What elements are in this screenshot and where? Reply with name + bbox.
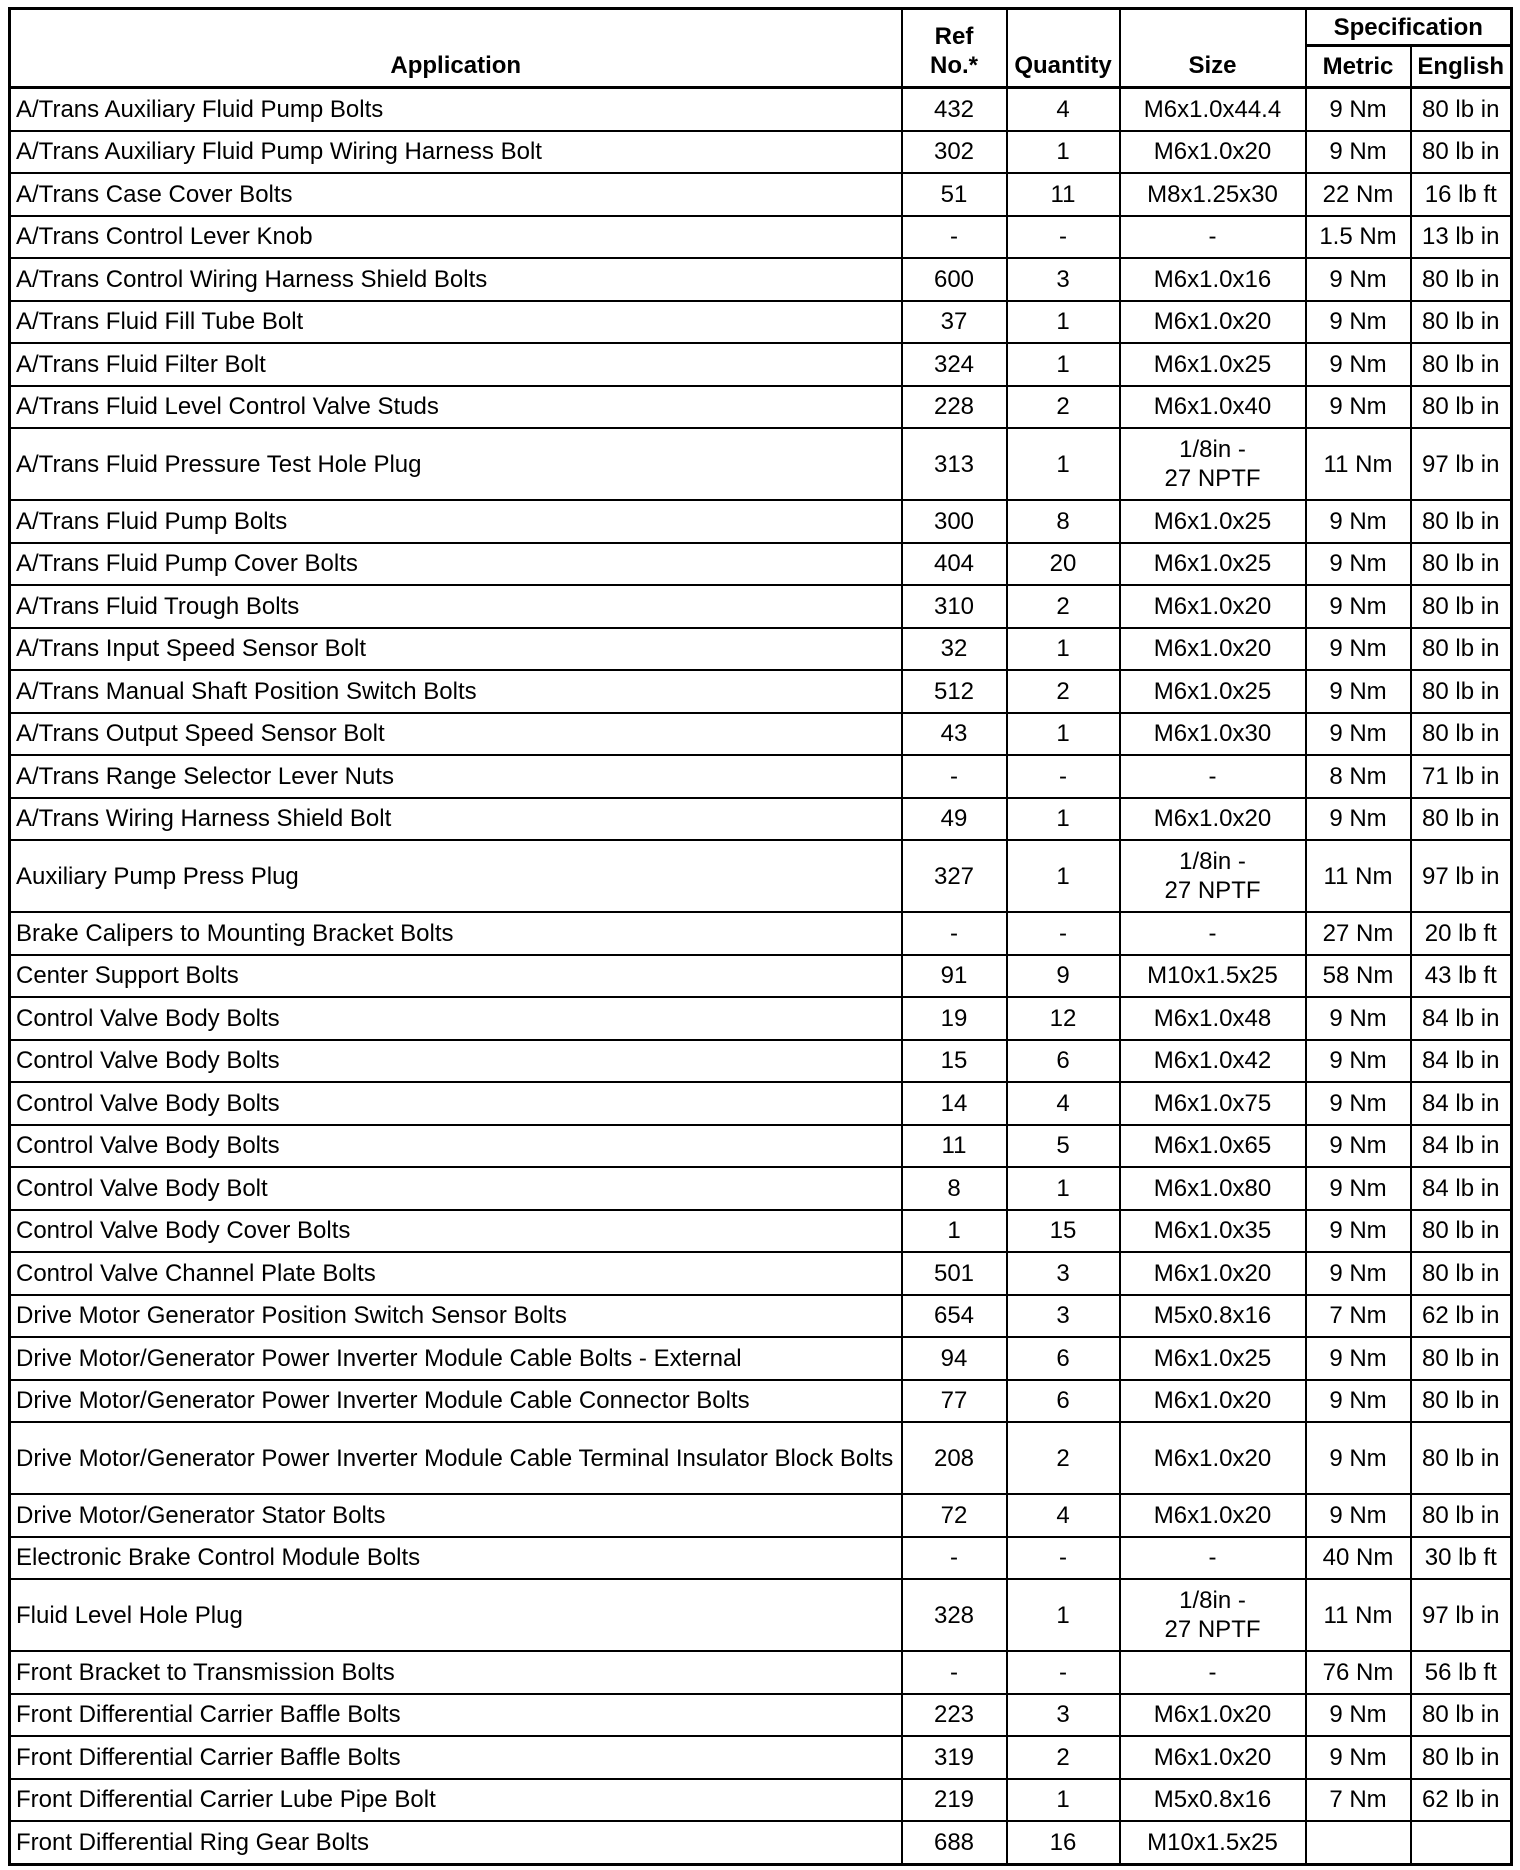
metric-torque-cell: 1.5 Nm xyxy=(1306,216,1411,259)
metric-torque-cell: 9 Nm xyxy=(1306,1167,1411,1210)
size-cell: M6x1.0x40 xyxy=(1120,386,1306,429)
table-row xyxy=(10,1167,1512,1210)
size-cell: M6x1.0x20 xyxy=(1120,1380,1306,1423)
size-line1: 1/8in - xyxy=(1179,848,1246,876)
english-torque-cell: 80 lb in xyxy=(1411,670,1512,713)
size-cell xyxy=(1120,428,1306,500)
application-header: Application xyxy=(10,9,902,88)
english-torque-cell: 80 lb in xyxy=(1411,1736,1512,1779)
ref-no-cell: 300 xyxy=(902,500,1007,543)
english-torque-cell: 80 lb in xyxy=(1411,543,1512,586)
metric-torque-cell: 9 Nm xyxy=(1306,997,1411,1040)
application-cell: Drive Motor/Generator Stator Bolts xyxy=(10,1494,902,1537)
english-torque-cell: 20 lb ft xyxy=(1411,912,1512,955)
quantity-cell: 1 xyxy=(1007,301,1120,344)
english-torque-cell: 80 lb in xyxy=(1411,343,1512,386)
size-cell: M10x1.5x25 xyxy=(1120,955,1306,998)
metric-torque-cell: 9 Nm xyxy=(1306,1380,1411,1423)
size-cell: M6x1.0x20 xyxy=(1120,798,1306,841)
english-torque-cell: 80 lb in xyxy=(1411,1380,1512,1423)
size-cell: M5x0.8x16 xyxy=(1120,1295,1306,1338)
metric-torque-cell: 9 Nm xyxy=(1306,1736,1411,1779)
size-cell: - xyxy=(1120,912,1306,955)
quantity-cell: 16 xyxy=(1007,1821,1120,1864)
application-cell: A/Trans Auxiliary Fluid Pump Bolts xyxy=(10,88,902,131)
table-row xyxy=(10,1694,1512,1737)
metric-torque-cell xyxy=(1306,1821,1411,1864)
quantity-cell: 1 xyxy=(1007,713,1120,756)
table-row xyxy=(10,1579,1512,1651)
quantity-cell: 1 xyxy=(1007,343,1120,386)
specification-header: Specification xyxy=(1306,9,1512,46)
metric-torque-cell: 9 Nm xyxy=(1306,1252,1411,1295)
application-cell: A/Trans Fluid Pressure Test Hole Plug xyxy=(10,428,902,500)
ref-no-cell: 310 xyxy=(902,585,1007,628)
english-torque-cell: 30 lb ft xyxy=(1411,1537,1512,1580)
table-row xyxy=(10,1082,1512,1125)
size-cell: M6x1.0x25 xyxy=(1120,343,1306,386)
table-row xyxy=(10,1380,1512,1423)
english-torque-cell: 80 lb in xyxy=(1411,1494,1512,1537)
english-torque-cell: 62 lb in xyxy=(1411,1295,1512,1338)
quantity-cell: 4 xyxy=(1007,1494,1120,1537)
metric-torque-cell: 9 Nm xyxy=(1306,713,1411,756)
application-cell: Front Differential Carrier Baffle Bolts xyxy=(10,1694,902,1737)
table-row xyxy=(10,997,1512,1040)
ref-no-cell: 15 xyxy=(902,1040,1007,1083)
ref-no-cell: 654 xyxy=(902,1295,1007,1338)
metric-torque-cell: 9 Nm xyxy=(1306,1337,1411,1380)
table-row xyxy=(10,1422,1512,1494)
quantity-cell: 2 xyxy=(1007,585,1120,628)
size-cell: M6x1.0x42 xyxy=(1120,1040,1306,1083)
quantity-cell: 3 xyxy=(1007,1694,1120,1737)
quantity-cell: 2 xyxy=(1007,386,1120,429)
quantity-cell: 15 xyxy=(1007,1210,1120,1253)
table-row xyxy=(10,301,1512,344)
metric-torque-cell: 7 Nm xyxy=(1306,1295,1411,1338)
english-torque-cell: 80 lb in xyxy=(1411,1337,1512,1380)
table-row xyxy=(10,1736,1512,1779)
quantity-cell: 3 xyxy=(1007,258,1120,301)
ref-no-cell: 319 xyxy=(902,1736,1007,1779)
ref-no-cell: - xyxy=(902,755,1007,798)
ref-no-cell: 32 xyxy=(902,628,1007,671)
table-row xyxy=(10,840,1512,912)
application-cell: Drive Motor Generator Position Switch Sensor Bolts xyxy=(10,1295,902,1338)
ref-no-cell: 228 xyxy=(902,386,1007,429)
quantity-cell: 4 xyxy=(1007,88,1120,131)
metric-torque-cell: 9 Nm xyxy=(1306,628,1411,671)
ref-header-line2: No.* xyxy=(930,52,978,79)
size-cell xyxy=(1120,840,1306,912)
ref-no-cell: 302 xyxy=(902,131,1007,174)
table-row xyxy=(10,386,1512,429)
metric-torque-cell: 11 Nm xyxy=(1306,1579,1411,1651)
size-cell: M6x1.0x25 xyxy=(1120,500,1306,543)
size-header: Size xyxy=(1120,9,1306,88)
table-row xyxy=(10,955,1512,998)
application-cell: Electronic Brake Control Module Bolts xyxy=(10,1537,902,1580)
table-row xyxy=(10,1494,1512,1537)
size-cell: M6x1.0x20 xyxy=(1120,1494,1306,1537)
size-cell: M6x1.0x48 xyxy=(1120,997,1306,1040)
english-header: English xyxy=(1411,46,1512,88)
ref-no-cell: - xyxy=(902,912,1007,955)
quantity-cell: 1 xyxy=(1007,628,1120,671)
table-row xyxy=(10,1651,1512,1694)
application-cell: A/Trans Control Wiring Harness Shield Bolts xyxy=(10,258,902,301)
application-cell: Front Differential Carrier Lube Pipe Bolt xyxy=(10,1779,902,1822)
size-cell: M6x1.0x16 xyxy=(1120,258,1306,301)
quantity-cell: 2 xyxy=(1007,670,1120,713)
ref-no-cell: 72 xyxy=(902,1494,1007,1537)
table-row xyxy=(10,628,1512,671)
ref-no-cell: 19 xyxy=(902,997,1007,1040)
quantity-cell: 5 xyxy=(1007,1125,1120,1168)
size-cell: - xyxy=(1120,1537,1306,1580)
size-cell: M6x1.0x80 xyxy=(1120,1167,1306,1210)
application-cell: Control Valve Body Bolts xyxy=(10,1125,902,1168)
ref-no-cell: 43 xyxy=(902,713,1007,756)
metric-torque-cell: 58 Nm xyxy=(1306,955,1411,998)
english-torque-cell: 97 lb in xyxy=(1411,428,1512,500)
size-cell: M6x1.0x30 xyxy=(1120,713,1306,756)
english-torque-cell: 80 lb in xyxy=(1411,585,1512,628)
size-cell: M6x1.0x35 xyxy=(1120,1210,1306,1253)
quantity-cell: - xyxy=(1007,1537,1120,1580)
table-row xyxy=(10,1537,1512,1580)
size-line2: 27 NPTF xyxy=(1164,877,1261,905)
quantity-cell: 20 xyxy=(1007,543,1120,586)
application-cell: A/Trans Fluid Trough Bolts xyxy=(10,585,902,628)
application-cell: Fluid Level Hole Plug xyxy=(10,1579,902,1651)
application-cell: Control Valve Body Bolt xyxy=(10,1167,902,1210)
table-row xyxy=(10,131,1512,174)
quantity-cell: 2 xyxy=(1007,1736,1120,1779)
metric-torque-cell: 9 Nm xyxy=(1306,1694,1411,1737)
ref-no-cell: 327 xyxy=(902,840,1007,912)
ref-no-cell: 51 xyxy=(902,173,1007,216)
table-row xyxy=(10,1821,1512,1864)
english-torque-cell: 71 lb in xyxy=(1411,755,1512,798)
application-cell: A/Trans Fluid Pump Cover Bolts xyxy=(10,543,902,586)
size-line1: 1/8in - xyxy=(1179,1587,1246,1615)
size-line2: 27 NPTF xyxy=(1164,465,1261,493)
quantity-cell: 3 xyxy=(1007,1295,1120,1338)
ref-no-cell: 512 xyxy=(902,670,1007,713)
application-cell: Center Support Bolts xyxy=(10,955,902,998)
ref-no-cell: 8 xyxy=(902,1167,1007,1210)
english-torque-cell: 84 lb in xyxy=(1411,1082,1512,1125)
metric-torque-cell: 27 Nm xyxy=(1306,912,1411,955)
ref-no-cell: 432 xyxy=(902,88,1007,131)
table-row xyxy=(10,670,1512,713)
quantity-cell: 6 xyxy=(1007,1380,1120,1423)
ref-no-cell: 77 xyxy=(902,1380,1007,1423)
quantity-cell: 1 xyxy=(1007,1579,1120,1651)
table-row xyxy=(10,713,1512,756)
application-cell: A/Trans Output Speed Sensor Bolt xyxy=(10,713,902,756)
english-torque-cell: 16 lb ft xyxy=(1411,173,1512,216)
size-cell: - xyxy=(1120,1651,1306,1694)
table-row xyxy=(10,755,1512,798)
quantity-cell: 1 xyxy=(1007,1779,1120,1822)
application-cell: Control Valve Channel Plate Bolts xyxy=(10,1252,902,1295)
size-line1: 1/8in - xyxy=(1179,436,1246,464)
fastener-spec-table xyxy=(8,7,1513,1866)
table-row xyxy=(10,216,1512,259)
metric-torque-cell: 9 Nm xyxy=(1306,670,1411,713)
table-row xyxy=(10,1252,1512,1295)
ref-no-cell: 313 xyxy=(902,428,1007,500)
metric-torque-cell: 11 Nm xyxy=(1306,840,1411,912)
application-cell: Auxiliary Pump Press Plug xyxy=(10,840,902,912)
metric-torque-cell: 7 Nm xyxy=(1306,1779,1411,1822)
metric-torque-cell: 9 Nm xyxy=(1306,131,1411,174)
quantity-cell: 1 xyxy=(1007,428,1120,500)
metric-torque-cell: 9 Nm xyxy=(1306,585,1411,628)
ref-no-cell: 37 xyxy=(902,301,1007,344)
table-row xyxy=(10,500,1512,543)
table-row xyxy=(10,258,1512,301)
quantity-cell: 1 xyxy=(1007,131,1120,174)
application-cell: Brake Calipers to Mounting Bracket Bolts xyxy=(10,912,902,955)
metric-torque-cell: 9 Nm xyxy=(1306,301,1411,344)
quantity-cell: - xyxy=(1007,216,1120,259)
table-row xyxy=(10,173,1512,216)
ref-no-cell: - xyxy=(902,1651,1007,1694)
size-cell: - xyxy=(1120,216,1306,259)
application-cell: A/Trans Range Selector Lever Nuts xyxy=(10,755,902,798)
english-torque-cell: 80 lb in xyxy=(1411,1210,1512,1253)
application-cell: Control Valve Body Bolts xyxy=(10,1082,902,1125)
ref-no-cell: 223 xyxy=(902,1694,1007,1737)
size-cell: M6x1.0x25 xyxy=(1120,670,1306,713)
quantity-cell: 1 xyxy=(1007,798,1120,841)
size-cell: M6x1.0x20 xyxy=(1120,1422,1306,1494)
quantity-cell: - xyxy=(1007,1651,1120,1694)
table-row xyxy=(10,543,1512,586)
size-cell: M6x1.0x25 xyxy=(1120,1337,1306,1380)
metric-torque-cell: 9 Nm xyxy=(1306,543,1411,586)
application-cell: A/Trans Control Lever Knob xyxy=(10,216,902,259)
ref-no-cell: - xyxy=(902,1537,1007,1580)
application-cell: Front Differential Carrier Baffle Bolts xyxy=(10,1736,902,1779)
english-torque-cell: 97 lb in xyxy=(1411,1579,1512,1651)
application-cell: Control Valve Body Bolts xyxy=(10,997,902,1040)
metric-torque-cell: 22 Nm xyxy=(1306,173,1411,216)
size-cell: M6x1.0x65 xyxy=(1120,1125,1306,1168)
size-cell xyxy=(1120,1579,1306,1651)
ref-no-header xyxy=(902,9,1007,88)
application-cell: Control Valve Body Cover Bolts xyxy=(10,1210,902,1253)
application-cell: A/Trans Fluid Filter Bolt xyxy=(10,343,902,386)
application-cell: A/Trans Wiring Harness Shield Bolt xyxy=(10,798,902,841)
english-torque-cell: 80 lb in xyxy=(1411,1694,1512,1737)
metric-torque-cell: 8 Nm xyxy=(1306,755,1411,798)
size-cell: M6x1.0x44.4 xyxy=(1120,88,1306,131)
metric-torque-cell: 9 Nm xyxy=(1306,258,1411,301)
table-row xyxy=(10,798,1512,841)
metric-torque-cell: 76 Nm xyxy=(1306,1651,1411,1694)
metric-torque-cell: 9 Nm xyxy=(1306,88,1411,131)
quantity-cell: 6 xyxy=(1007,1040,1120,1083)
english-torque-cell: 80 lb in xyxy=(1411,1422,1512,1494)
application-cell: Control Valve Body Bolts xyxy=(10,1040,902,1083)
ref-no-cell: 1 xyxy=(902,1210,1007,1253)
metric-torque-cell: 40 Nm xyxy=(1306,1537,1411,1580)
ref-no-cell: - xyxy=(902,216,1007,259)
application-cell: Drive Motor/Generator Power Inverter Module Cable Bolts - External xyxy=(10,1337,902,1380)
ref-no-cell: 91 xyxy=(902,955,1007,998)
application-cell: A/Trans Fluid Pump Bolts xyxy=(10,500,902,543)
size-cell: M6x1.0x20 xyxy=(1120,628,1306,671)
quantity-cell: 1 xyxy=(1007,1167,1120,1210)
metric-torque-cell: 11 Nm xyxy=(1306,428,1411,500)
size-cell: M6x1.0x20 xyxy=(1120,1252,1306,1295)
table-row xyxy=(10,88,1512,131)
quantity-cell: 2 xyxy=(1007,1422,1120,1494)
size-cell: M10x1.5x25 xyxy=(1120,1821,1306,1864)
ref-no-cell: 600 xyxy=(902,258,1007,301)
ref-no-cell: 328 xyxy=(902,1579,1007,1651)
metric-header: Metric xyxy=(1306,46,1411,88)
ref-no-cell: 11 xyxy=(902,1125,1007,1168)
quantity-cell: 4 xyxy=(1007,1082,1120,1125)
size-line2: 27 NPTF xyxy=(1164,1616,1261,1644)
ref-no-cell: 688 xyxy=(902,1821,1007,1864)
table-row xyxy=(10,1125,1512,1168)
size-cell: M6x1.0x75 xyxy=(1120,1082,1306,1125)
english-torque-cell: 84 lb in xyxy=(1411,1040,1512,1083)
table-row xyxy=(10,1040,1512,1083)
quantity-header: Quantity xyxy=(1007,9,1120,88)
ref-no-cell: 324 xyxy=(902,343,1007,386)
quantity-cell: 6 xyxy=(1007,1337,1120,1380)
english-torque-cell: 80 lb in xyxy=(1411,500,1512,543)
english-torque-cell: 84 lb in xyxy=(1411,1167,1512,1210)
application-cell: Drive Motor/Generator Power Inverter Module Cable Terminal Insulator Block Bolts xyxy=(10,1422,902,1494)
english-torque-cell: 80 lb in xyxy=(1411,628,1512,671)
english-torque-cell: 80 lb in xyxy=(1411,1252,1512,1295)
quantity-cell: 12 xyxy=(1007,997,1120,1040)
size-cell: M5x0.8x16 xyxy=(1120,1779,1306,1822)
ref-header-line1: Ref xyxy=(934,23,974,50)
application-cell: Front Bracket to Transmission Bolts xyxy=(10,1651,902,1694)
application-cell: A/Trans Fluid Fill Tube Bolt xyxy=(10,301,902,344)
quantity-cell: 3 xyxy=(1007,1252,1120,1295)
metric-torque-cell: 9 Nm xyxy=(1306,386,1411,429)
metric-torque-cell: 9 Nm xyxy=(1306,343,1411,386)
metric-torque-cell: 9 Nm xyxy=(1306,1082,1411,1125)
table-row xyxy=(10,428,1512,500)
size-cell: M6x1.0x20 xyxy=(1120,131,1306,174)
table-body xyxy=(10,88,1512,1865)
english-torque-cell: 80 lb in xyxy=(1411,713,1512,756)
application-cell: Drive Motor/Generator Power Inverter Module Cable Connector Bolts xyxy=(10,1380,902,1423)
size-cell: M8x1.25x30 xyxy=(1120,173,1306,216)
metric-torque-cell: 9 Nm xyxy=(1306,1422,1411,1494)
english-torque-cell: 80 lb in xyxy=(1411,131,1512,174)
english-torque-cell: 80 lb in xyxy=(1411,798,1512,841)
english-torque-cell: 13 lb in xyxy=(1411,216,1512,259)
english-torque-cell: 80 lb in xyxy=(1411,386,1512,429)
application-cell: A/Trans Case Cover Bolts xyxy=(10,173,902,216)
english-torque-cell xyxy=(1411,1821,1512,1864)
metric-torque-cell: 9 Nm xyxy=(1306,1210,1411,1253)
size-cell: M6x1.0x20 xyxy=(1120,1694,1306,1737)
metric-torque-cell: 9 Nm xyxy=(1306,1125,1411,1168)
table-row xyxy=(10,912,1512,955)
english-torque-cell: 43 lb ft xyxy=(1411,955,1512,998)
english-torque-cell: 97 lb in xyxy=(1411,840,1512,912)
application-cell: A/Trans Fluid Level Control Valve Studs xyxy=(10,386,902,429)
ref-no-cell: 219 xyxy=(902,1779,1007,1822)
table-row xyxy=(10,343,1512,386)
ref-no-cell: 208 xyxy=(902,1422,1007,1494)
metric-torque-cell: 9 Nm xyxy=(1306,500,1411,543)
ref-no-cell: 501 xyxy=(902,1252,1007,1295)
english-torque-cell: 80 lb in xyxy=(1411,301,1512,344)
table-row xyxy=(10,1779,1512,1822)
ref-no-cell: 14 xyxy=(902,1082,1007,1125)
quantity-cell: 8 xyxy=(1007,500,1120,543)
ref-no-cell: 49 xyxy=(902,798,1007,841)
english-torque-cell: 80 lb in xyxy=(1411,258,1512,301)
english-torque-cell: 84 lb in xyxy=(1411,1125,1512,1168)
quantity-cell: 9 xyxy=(1007,955,1120,998)
english-torque-cell: 84 lb in xyxy=(1411,997,1512,1040)
application-cell: Front Differential Ring Gear Bolts xyxy=(10,1821,902,1864)
quantity-cell: 11 xyxy=(1007,173,1120,216)
metric-torque-cell: 9 Nm xyxy=(1306,1040,1411,1083)
table-row xyxy=(10,585,1512,628)
ref-no-cell: 94 xyxy=(902,1337,1007,1380)
header-row xyxy=(10,9,1512,46)
application-cell: A/Trans Manual Shaft Position Switch Bolts xyxy=(10,670,902,713)
table-row xyxy=(10,1295,1512,1338)
size-cell: M6x1.0x25 xyxy=(1120,543,1306,586)
metric-torque-cell: 9 Nm xyxy=(1306,798,1411,841)
english-torque-cell: 62 lb in xyxy=(1411,1779,1512,1822)
quantity-cell: - xyxy=(1007,912,1120,955)
english-torque-cell: 56 lb ft xyxy=(1411,1651,1512,1694)
table-row xyxy=(10,1210,1512,1253)
size-cell: - xyxy=(1120,755,1306,798)
quantity-cell: 1 xyxy=(1007,840,1120,912)
metric-torque-cell: 9 Nm xyxy=(1306,1494,1411,1537)
ref-no-cell: 404 xyxy=(902,543,1007,586)
size-cell: M6x1.0x20 xyxy=(1120,301,1306,344)
quantity-cell: - xyxy=(1007,755,1120,798)
application-cell: A/Trans Input Speed Sensor Bolt xyxy=(10,628,902,671)
size-cell: M6x1.0x20 xyxy=(1120,1736,1306,1779)
english-torque-cell: 80 lb in xyxy=(1411,88,1512,131)
size-cell: M6x1.0x20 xyxy=(1120,585,1306,628)
application-cell: A/Trans Auxiliary Fluid Pump Wiring Harness Bolt xyxy=(10,131,902,174)
table-row xyxy=(10,1337,1512,1380)
